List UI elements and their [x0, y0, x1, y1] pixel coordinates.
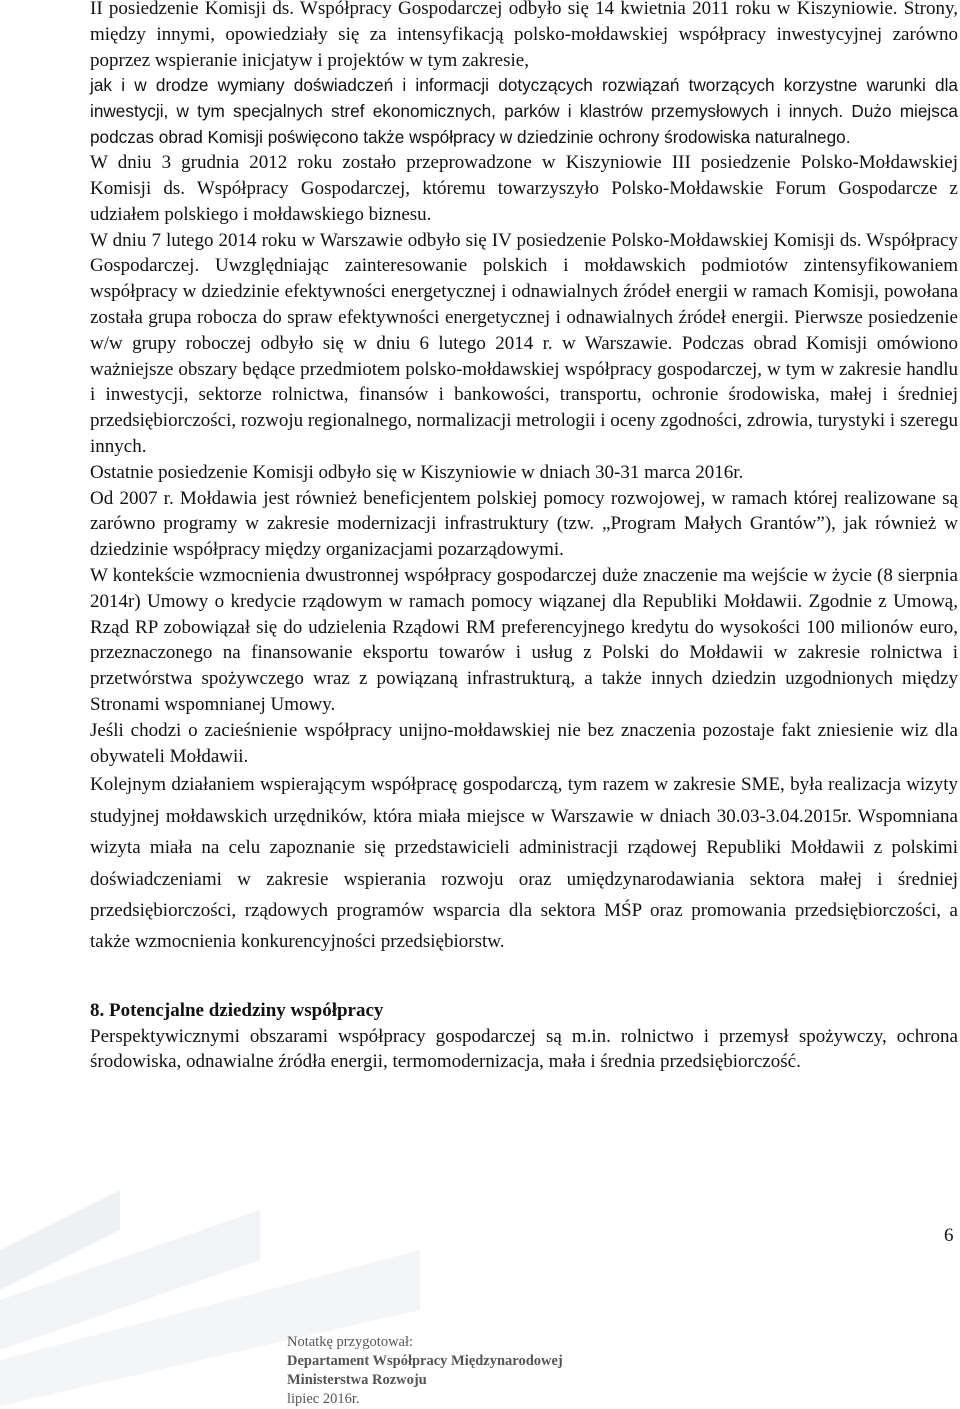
footer-department: Departament Współpracy Międzynarodowej	[287, 1353, 563, 1369]
page-number: 6	[944, 1225, 954, 1246]
paragraph-commission-2: II posiedzenie Komisji ds. Współpracy Gospodarczej odbyło się 14 kwietnia 2011 roku w Kiszyniowie. Strony, między innymi, opowiedziały się za intensyfikacją polsko-mołdawskiej współpracy inwestycyjnej zarówno poprzez wspieranie inicjatyw i projektów w tym zakresie,	[90, 0, 958, 71]
section-heading: 8. Potencjalne dziedziny współpracy	[90, 999, 384, 1021]
paragraph-development-aid: Od 2007 r. Mołdawia jest również beneficjentem polskiej pomocy rozwojowej, w ramach której realizowane są zarówno programy w zakresie modernizacji infrastruktury (tzw. „Program Małych Grantów”), jak również w dziedzinie współpracy między organizacjami pozarządowymi.	[90, 487, 958, 561]
footer	[287, 1333, 563, 1409]
document-page	[90, 0, 958, 1075]
paragraph-visa-liberalisation: Jeśli chodzi o zacieśnienie współpracy unijno-mołdawskiej nie bez znaczenia pozostaje fakt zniesienie wiz dla obywateli Mołdawii.	[90, 719, 958, 767]
paragraph-credit-agreement: W kontekście wzmocnienia dwustronnej współpracy gospodarczej duże znaczenie ma wejście w życie (8 sierpnia 2014r) Umowy o kredycie rządowym w ramach pomocy wiązanej dla Republiki Mołdawii. Zgodnie z Umową, Rząd RP zobowiązał się do udzielenia Rządowi RM preferencyjnego kredytu do wysokości 100 milionów euro, przeznaczonego na finansowanie eksportu towarów i usług z Polski do Mołdawii w zakresie rolnictwa i przetwórstwa spożywczego wraz z powiązaną infrastrukturą, a także innych dziedzin uzgodnionych między Stronami wspomnianej Umowy.	[90, 564, 958, 715]
paragraph-last-meeting: Ostatnie posiedzenie Komisji odbyło się w Kiszyniowie w dniach 30-31 marca 2016r.	[90, 461, 744, 483]
footer-ministry: Ministerstwa Rozwoju	[287, 1372, 427, 1388]
paragraph-study-visit: Kolejnym działaniem wspierającym współpracę gospodarczą, tym razem w zakresie SME, była realizacja wizyty studyjnej mołdawskich urzędników, która miała miejsce w Warszawie w dniach 30.03-3.04.2015r. Wspomniana wizyta miała na celu zapoznanie się przedstawicieli administracji rządowej Republiki Mołdawii z polskimi doświadczeniami w zakresie wspierania rozwoju oraz umiędzynarodawiania sektora małej i średniej przedsiębiorczości, rządowych programów wsparcia dla sektora MŚP oraz promowania przedsiębiorczości, a także wzmocnienia konkurencyjności przedsiębiorstw.	[90, 774, 958, 953]
paragraph-commission-3: W dniu 3 grudnia 2012 roku zostało przeprowadzone w Kiszyniowie III posiedzenie Polsko-Mołdawskiej Komisji ds. Współpracy Gospodarczej, któremu towarzyszyło Polsko-Mołdawskie Forum Gospodarcze z udziałem polskiego i mołdawskiego biznesu.	[90, 152, 958, 225]
footer-author-label: Notatkę przygotował:	[287, 1334, 414, 1350]
paragraph-commission-4: W dniu 7 lutego 2014 roku w Warszawie odbyło się IV posiedzenie Polsko-Mołdawskiej Komisji ds. Współpracy Gospodarczej. Uwzględniając zainteresowanie polskich i mołdawskich podmiotów zintensyfikowaniem współpracy w dziedzinie efektywności energetycznej i odnawialnych źródeł energii w ramach Komisji, powołana została grupa robocza do spraw efektywności energetycznej i odnawialnych źródeł energii. Pierwsze posiedzenie w/w grupy roboczej odbyło się w dniu 6 lutego 2014 r. w Warszawie. Podczas obrad Komisji omówiono ważniejsze obszary będące przedmiotem polsko-mołdawskiej współpracy gospodarczej, w tym w zakresie handlu i inwestycji, sektorze rolnictwa, finansów i bankowości, transportu, ochronie środowiska, małej i średniej przedsiębiorczości, rozwoju regionalnego, normalizacji metrologii i oceny zgodności, zdrowia, turystyki i szeregu innych.	[90, 229, 958, 457]
section-paragraph: Perspektywicznymi obszarami współpracy gospodarczej są m.in. rolnictwo i przemysł spożywczy, ochrona środowiska, odnawialne źródła energii, termomodernizacja, mała i średnia przedsiębiorczość.	[90, 1025, 958, 1073]
footer-date: lipiec 2016r.	[287, 1391, 360, 1407]
paragraph-commission-2-continued: jak i w drodze wymiany doświadczeń i informacji dotyczących rozwiązań tworzących korzystne warunki dla inwestycji, w tym specjalnych stref ekonomicznych, parków i klastrów przemysłowych i innych. Dużo miejsca podczas obrad Komisji poświęcono także współpracy w dziedzinie ochrony środowiska naturalnego.	[90, 75, 958, 147]
